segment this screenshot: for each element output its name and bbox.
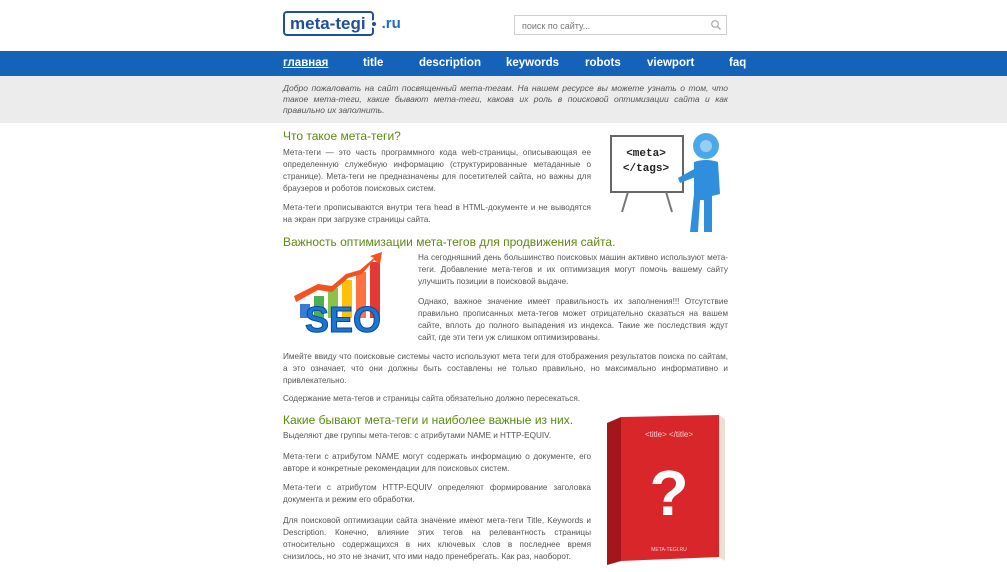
search-box <box>514 15 727 35</box>
section2-paragraph-4: Содержание мета-тегов и страницы сайта обязательно должно пересекаться. <box>283 394 581 403</box>
book-footer-text: META-TEGI.RU <box>651 547 687 553</box>
nav-item-description[interactable]: description <box>419 57 481 69</box>
logo-domain: .ru <box>381 15 401 32</box>
search-icon[interactable] <box>710 19 722 31</box>
nav-item-faq[interactable]: faq <box>729 57 747 69</box>
section2-paragraph-2: Однако, важное значение имеет правильность их заполнения!!! Отсутствие правильно прописанных мета-тегов может отрицательно сказаться на вашем сайте, вплоть до полного выпадения из индекса. Такие же последствия ждут сайт, где эти теги уж слишком оптимизированы. <box>418 297 728 342</box>
logo-text: meta-tegi <box>283 11 374 36</box>
logo-dot <box>370 20 378 28</box>
nav-item-robots[interactable]: robots <box>585 57 621 69</box>
site-logo[interactable] <box>283 11 401 36</box>
site-header <box>0 0 1007 51</box>
book-illustration <box>601 411 728 571</box>
section3-paragraph-1: Выделяют две группы мета-тегов: с атрибутами NAME и HTTP-EQUIV. <box>283 431 552 440</box>
question-mark-icon: ? <box>649 457 689 529</box>
seo-text: SEO <box>304 299 382 340</box>
main-navigation <box>0 51 1007 76</box>
nav-item-home[interactable]: главная <box>283 57 329 69</box>
section3-paragraph-3: Мета-теги с атрибутом HTTP-EQUIV определяют формирование заголовка документа и режим его обработки. <box>283 483 591 504</box>
section1-paragraph-2: Мета-теги прописываются внутри тега head в HTML-документе и не выводятся на экран при загрузке страницы сайта. <box>283 203 591 224</box>
intro-text: Добро пожаловать на сайт посвященный мета-тегам. На нашем ресурсе вы можете узнать о том, что такое мета-теги, какие бывают мета-теги, какова их роль в поисковой оптимизации сайта и как правильно их заполнить. <box>283 83 728 115</box>
section2-paragraph-1: На сегодняшний день большинство поисковых машин активно используют мета-теги. Добавление мета-тегов и их оптимизация могут помочь вашему сайту улучшить позиции в поисковой выдаче. <box>418 253 728 286</box>
section2-heading: Важность оптимизации мета-тегов для продвижения сайта. <box>283 235 616 249</box>
section3-paragraph-4: Для поисковой оптимизации сайта значение имеют мета-теги Title, Keywords и Description. Конечно, влияние этих тегов на релевантность страницы относительно содержащихся в них ключевых слов в последнее время снизилось, но это не значит, что ими надо пренебрегать. Как раз, наоборот. <box>283 516 591 561</box>
section1-heading: Что такое мета-теги? <box>283 129 401 143</box>
section2-paragraph-3: Имейте ввиду что поисковые системы часто используют мета теги для отображения результатов поиска по сайтам, а это означает, что они должны быть составлены не только правильно, но максимально информативно и привлекательно. <box>283 352 728 385</box>
meta-tags-illustration <box>608 128 728 236</box>
book-tag-text: <title> </title> <box>644 430 694 439</box>
section3-paragraph-2: Мета-теги с атрибутом NAME могут содержать информацию о документе, его авторе и конкретные рекомендации для поисковых систем. <box>283 452 591 473</box>
seo-illustration <box>288 250 403 340</box>
section1-paragraph-1: Мета-теги — это часть программного кода web-страницы, описывающая ее определенную служебную информацию (структурированные метаданные о странице). Мета-теги не предназначены для посетителей сайта, но важны для браузеров и роботов поисковых систем. <box>283 148 591 193</box>
intro-band <box>0 76 1007 123</box>
nav-list <box>283 51 759 76</box>
search-input[interactable] <box>515 17 705 35</box>
section3-heading: Какие бывают мета-теги и наиболее важные из них. <box>283 413 574 427</box>
nav-item-viewport[interactable]: viewport <box>647 57 695 69</box>
board-text-line2: </tags> <box>622 163 670 175</box>
nav-item-title[interactable]: title <box>363 57 384 69</box>
nav-item-keywords[interactable]: keywords <box>506 57 560 69</box>
board-text-line1: <meta> <box>626 148 666 160</box>
